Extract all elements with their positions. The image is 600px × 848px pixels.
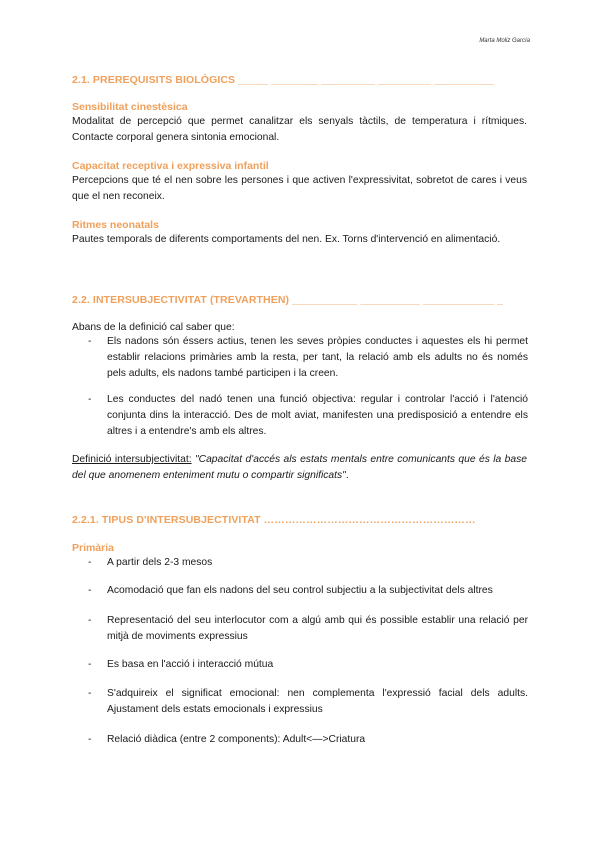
paragraph-capacitat: Percepcions que té el nen sobre les persones i que activen l'expressivitat, sobretot de cares i veus que el nen reconeix. [72,175,527,202]
list-item [88,334,528,382]
list-item [88,686,528,718]
intro-text: Abans de la definició cal saber que: [72,322,235,333]
subheading-primaria: Primària [72,542,115,554]
list-item [88,732,528,748]
definition-paragraph [72,452,527,484]
subheading-capacitat: Capacitat receptiva i expressiva infantil [72,160,269,172]
definition-end: . [345,470,349,481]
list-item-text: Relació diàdica (entre 2 components): Adult<—>Criatura [107,734,366,745]
bullet-dash: - [88,336,92,347]
paragraph-ritmes: Pautes temporals de diferents comportaments del nen. Ex. Torns d'intervenció en alimentació. [72,234,501,245]
definition-quote: "Capacitat d'accés als estats mentals entre comunicants que és la base del que anomenem enteniment mutu o compartir significats" [72,454,527,481]
bullet-dash: - [88,615,92,626]
list-item-text: Representació del seu interlocutor com a algú amb qui és possible establir una relació per mitjà de moviments expressius [107,615,528,642]
subheading-sensibilitat: Sensibilitat cinestèsica [72,101,188,113]
list-item [88,657,528,673]
list-item [88,392,528,440]
list-item-text: S'adquireix el significat emocional: nen complementa l'expressió facial dels adults. Ajustament dels estats emocionals i expressius [107,688,528,715]
section-title-prerequisits: 2.1. PREREQUISITS BIOLÒGICS _____ ________ _________ _________ __________ [72,74,494,86]
section-title-tipus: 2.2.1. TIPUS D'INTERSUBJECTIVITAT …………………………………………………… [72,514,476,526]
list-item [88,613,528,645]
paragraph-sensibilitat: Modalitat de percepció que permet canalitzar els senyals tàctils, de temperatura i rítmiques. Contacte corporal genera sintonia emocional. [72,116,527,143]
bullet-dash: - [88,734,92,745]
list-item-text: Els nadons són éssers actius, tenen les seves pròpies conductes i aquestes els hi permet establir relacions primàries amb la resta, per tant, la relació amb els adults no és només pels adults, els nadons també participen i la creen. [107,336,528,379]
bullet-dash: - [88,394,92,405]
list-item [88,555,528,571]
bullet-dash: - [88,585,92,596]
definition-label: Definició intersubjectivitat: [72,454,192,465]
section-title-intersubjectivitat: 2.2. INTERSUBJECTIVITAT (TREVARTHEN) ___________ __________ ____________ _ [72,294,504,306]
subheading-ritmes: Ritmes neonatals [72,219,159,231]
list-item-text: A partir dels 2-3 mesos [107,557,213,568]
list-item-text: Es basa en l'acció i interacció mútua [107,659,274,670]
bullet-dash: - [88,659,92,670]
list-item-text: Acomodació que fan els nadons del seu control subjectiu a la subjectivitat dels altres [107,585,493,596]
bullet-dash: - [88,557,92,568]
list-item [88,583,528,599]
author-header: Marta Moliz García [479,38,530,44]
bullet-dash: - [88,688,92,699]
list-item-text: Les conductes del nadó tenen una funció objectiva: regular i controlar l'acció i l'atenció conjunta dins la interacció. Des de molt aviat, manifesten una predisposició a entendre els altres i a entendre's amb els altres. [107,394,528,437]
